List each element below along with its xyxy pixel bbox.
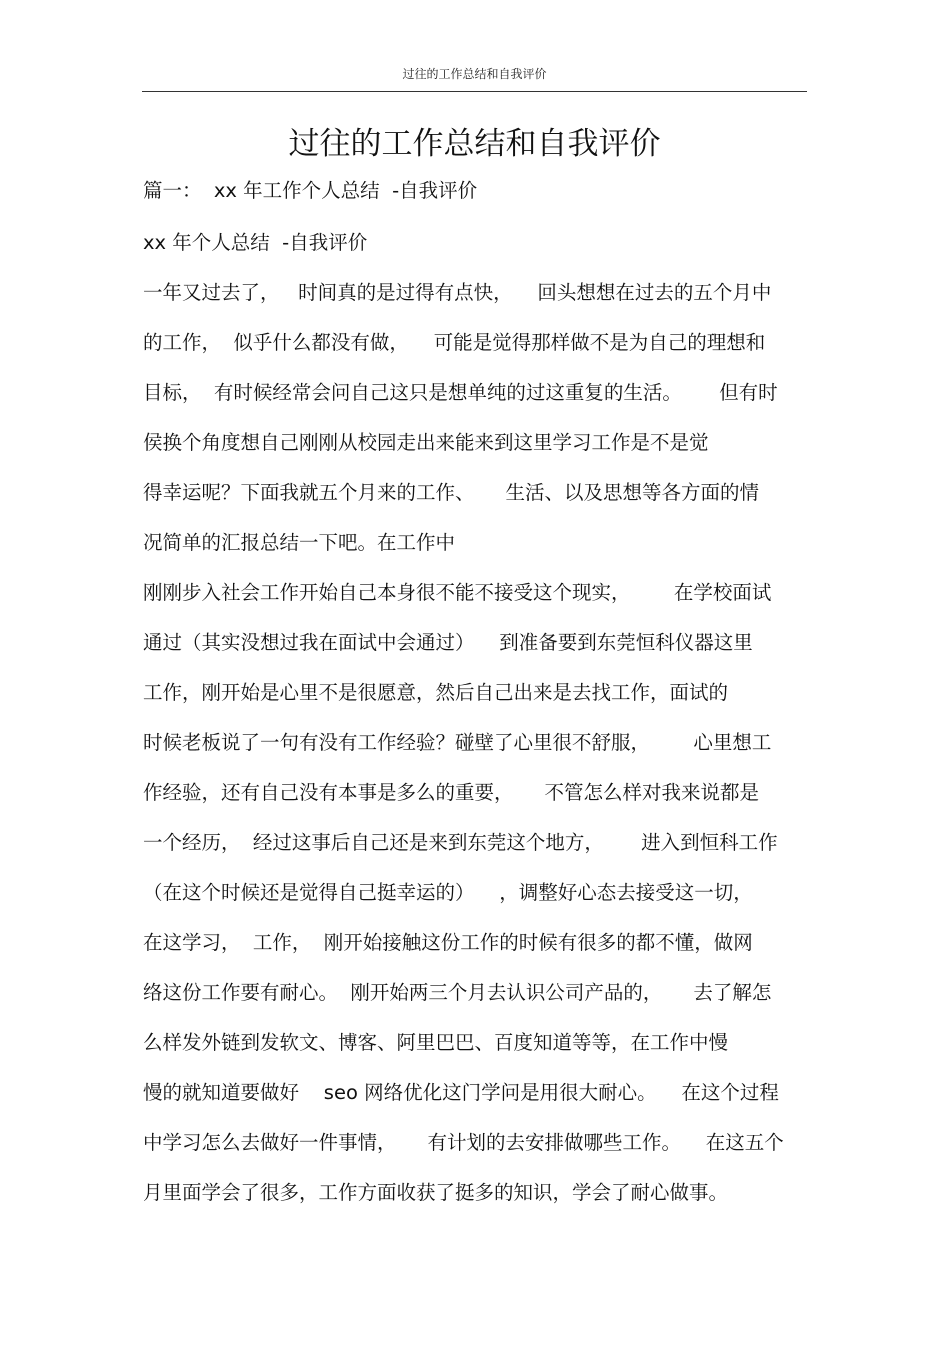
document-title: 过往的工作总结和自我评价 (288, 126, 661, 162)
body-line: 中学习怎么去做好一件事情， 有计划的去安排做哪些工作。 在这五个 (143, 1131, 784, 1154)
running-header: 过往的工作总结和自我评价 (402, 67, 547, 81)
body-line: 络这份工作要有耐心。 刚开始两三个月去认识公司产品的， 去了解怎 (143, 981, 772, 1004)
body-line: 月里面学会了很多，工作方面收获了挺多的知识，学会了耐心做事。 (143, 1181, 729, 1204)
body-line: （在这个时候还是觉得自己挺幸运的） ，调整好心态去接受这一切， (143, 881, 753, 904)
body-line: 时候老板说了一句有没有工作经验？碰壁了心里很不舒服， 心里想工 (143, 731, 772, 754)
body-line: 目标， 有时候经常会问自己这只是想单纯的过这重复的生活。 但有时 (143, 381, 778, 404)
body-line: 慢的就知道要做好 seo 网络优化这门学问是用很大耐心。 在这个过程 (143, 1081, 779, 1104)
body-line: 侯换个角度想自己刚刚从校园走出来能来到这里学习工作是不是觉 (143, 431, 709, 454)
body-line: 通过（其实没想过我在面试中会通过） 到准备要到东莞恒科仪器这里 (143, 631, 753, 654)
body-line: 在这学习， 工作， 刚开始接触这份工作的时候有很多的都不懂，做网 (143, 931, 753, 954)
subheading: xx 年个人总结 -自我评价 (143, 231, 368, 254)
body-line: 一年又过去了， 时间真的是过得有点快， 回头想想在过去的五个月中 (143, 281, 772, 304)
body-line: 么样发外链到发软文、博客、阿里巴巴、百度知道等等，在工作中慢 (143, 1031, 729, 1054)
section-heading: 篇一： xx 年工作个人总结 -自我评价 (143, 179, 478, 202)
body-line: 刚刚步入社会工作开始自己本身很不能不接受这个现实， 在学校面试 (143, 581, 772, 604)
header-divider (142, 91, 807, 92)
body-line: 况简单的汇报总结一下吧。在工作中 (143, 531, 456, 554)
body-line: 得幸运呢？下面我就五个月来的工作、 生活、以及思想等各方面的情 (143, 481, 759, 504)
body-line: 的工作， 似乎什么都没有做， 可能是觉得那样做不是为自己的理想和 (143, 331, 766, 354)
body-line: 工作，刚开始是心里不是很愿意，然后自己出来是去找工作，面试的 (143, 681, 729, 704)
body-line: 一个经历， 经过这事后自己还是来到东莞这个地方， 进入到恒科工作 (143, 831, 778, 854)
body-line: 作经验，还有自己没有本事是多么的重要， 不管怎么样对我来说都是 (143, 781, 759, 804)
